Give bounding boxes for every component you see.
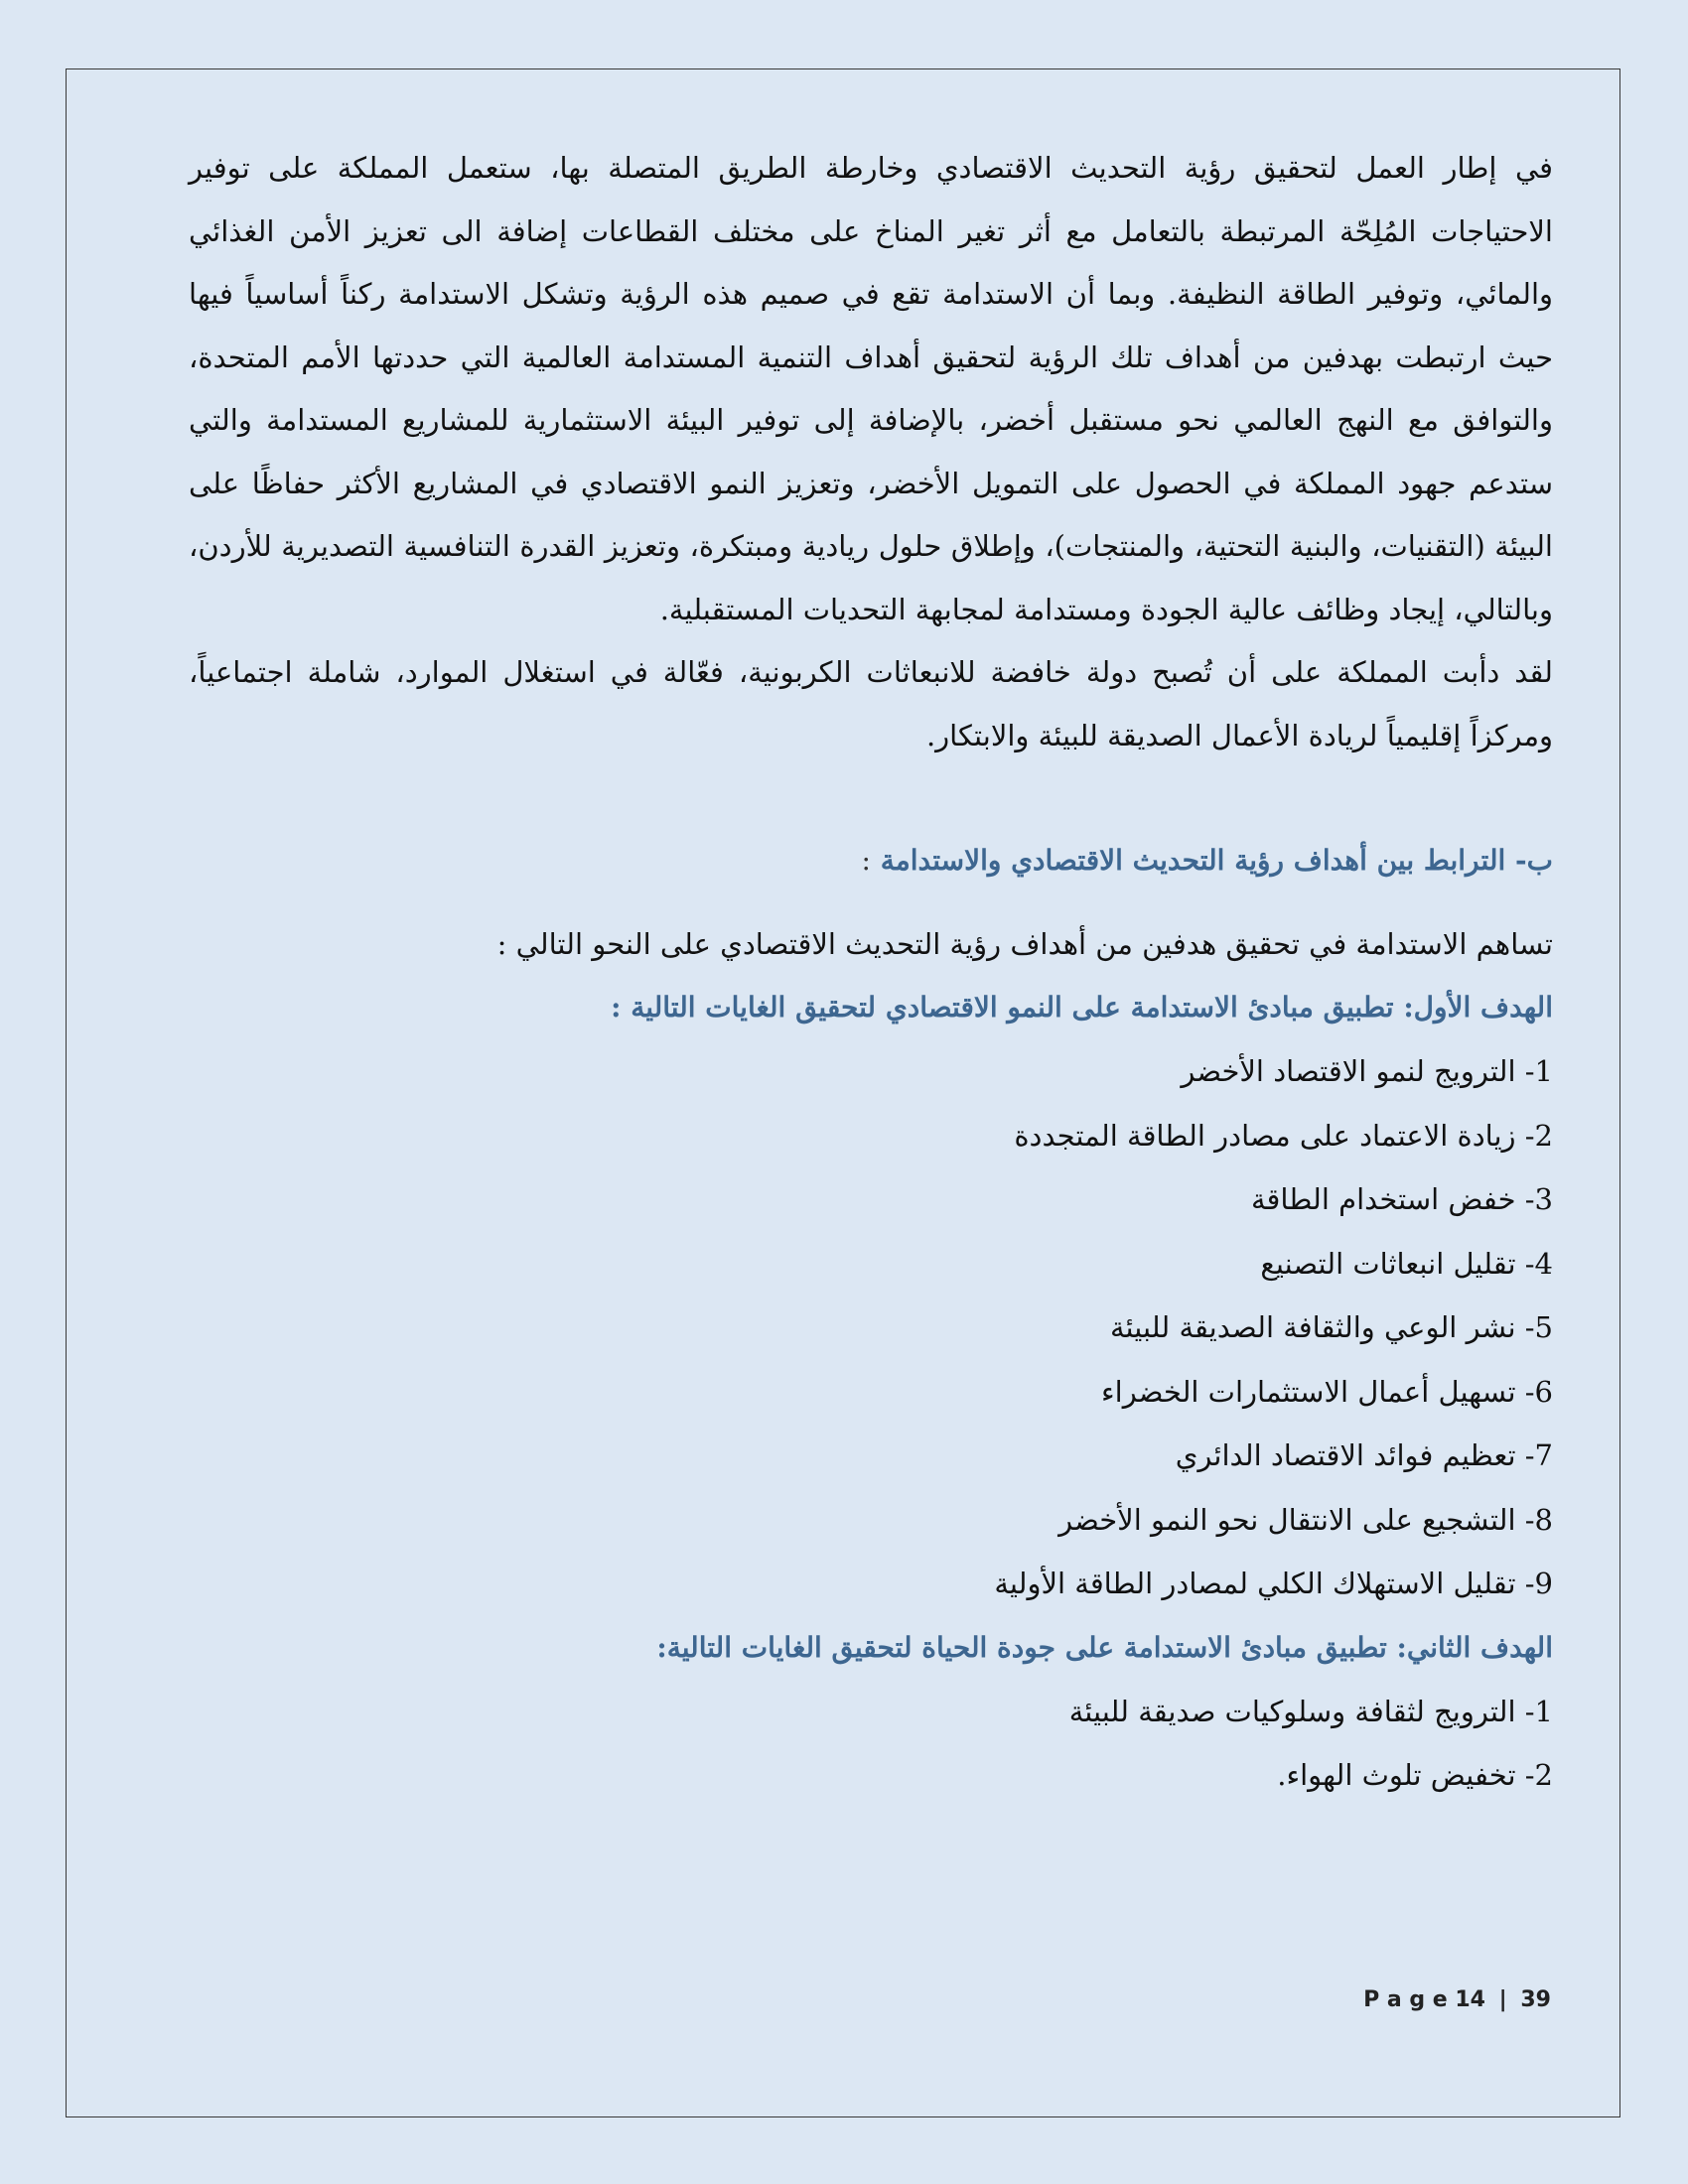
goal2-item: 1- الترويج لثقافة وسلوكيات صديقة للبيئة [1068, 1694, 1553, 1728]
goal1-item: 1- الترويج لنمو الاقتصاد الأخضر [1181, 1054, 1553, 1088]
page-label: P a g e [1363, 1987, 1448, 2012]
goal1-item: 3- خفض استخدام الطاقة [1250, 1182, 1553, 1216]
page-number: 14 [1455, 1987, 1485, 2012]
goal1-heading: الهدف الأول: تطبيق مبادئ الاستدامة على النمو الاقتصادي لتحقيق الغايات التالية : [611, 991, 1553, 1024]
page-separator: | [1498, 1987, 1507, 2012]
section-heading-text: ب- الترابط بين أهداف رؤية التحديث الاقتصادي والاستدامة [880, 844, 1553, 877]
goal1-item: 9- تقليل الاستهلاك الكلي لمصادر الطاقة الأولية [994, 1567, 1553, 1600]
total-pages: 39 [1520, 1987, 1551, 2012]
goal1-item: 6- تسهيل أعمال الاستثمارات الخضراء [1101, 1374, 1553, 1409]
goal1-list [189, 1039, 1553, 1616]
goal1-item: 8- التشجيع على الانتقال نحو النمو الأخضر [1058, 1502, 1553, 1537]
goal1-item: 5- نشر الوعي والثقافة الصديقة للبيئة [1110, 1310, 1553, 1344]
intro-paragraph-2: لقد دأبت المملكة على أن تُصبح دولة خافضة للانبعاثات الكربونية، فعّالة في استغلال الموارد، شاملة اجتماعياً، ومركزاً إقليمياً لريادة الأعمال الصديقة للبيئة والابتكار. [189, 655, 1553, 752]
section-heading-colon: : [861, 844, 871, 877]
goal1-item: 2- زيادة الاعتماد على مصادر الطاقة المتجددة [1014, 1118, 1553, 1153]
section-lead: تساهم الاستدامة في تحقيق هدفين من أهداف رؤية التحديث الاقتصادي على النحو التالي : [496, 927, 1553, 961]
page-footer [1092, 1987, 1551, 2012]
goal2-item: 2- تخفيض تلوث الهواء. [1277, 1758, 1553, 1792]
goal1-item: 7- تعظيم فوائد الاقتصاد الدائري [1175, 1438, 1553, 1472]
goal2-heading: الهدف الثاني: تطبيق مبادئ الاستدامة على جودة الحياة لتحقيق الغايات التالية: [656, 1630, 1553, 1664]
document-body [189, 137, 1553, 1808]
goal1-item: 4- تقليل انبعاثات التصنيع [1260, 1246, 1553, 1281]
intro-paragraph-1: في إطار العمل لتحقيق رؤية التحديث الاقتصادي وخارطة الطريق المتصلة بها، ستعمل المملكة على توفير الاحتياجات المُلِحّة المرتبطة بالتعامل مع أثر تغير المناخ على مختلف القطاعات إضافة الى تعزيز الأمن الغذائي والمائي، وتوفير الطاقة النظيفة. وبما أن الاستدامة تقع في صميم هذه الرؤية وتشكل الاستدامة ركناً أساسياً فيها حيث ارتبطت بهدفين من أهداف تلك الرؤية لتحقيق أهداف التنمية المستدامة العالمية التي حددتها الأمم المتحدة، والتوافق مع النهج العالمي نحو مستقبل أخضر، بالإضافة إلى توفير البيئة الاستثمارية للمشاريع المستدامة والتي ستدعم جهود المملكة في الحصول على التمويل الأخضر، وتعزيز النمو الاقتصادي في المشاريع الأكثر حفاظًا على البيئة (التقنيات، والبنية التحتية، والمنتجات)، وإطلاق حلول ريادية ومبتكرة، وتعزيز القدرة التنافسية التصديرية للأردن، وبالتالي، إيجاد وظائف عالية الجودة ومستدامة لمجابهة التحديات المستقبلية. [189, 151, 1553, 626]
goal2-list [189, 1680, 1553, 1808]
section-heading [189, 827, 1553, 894]
